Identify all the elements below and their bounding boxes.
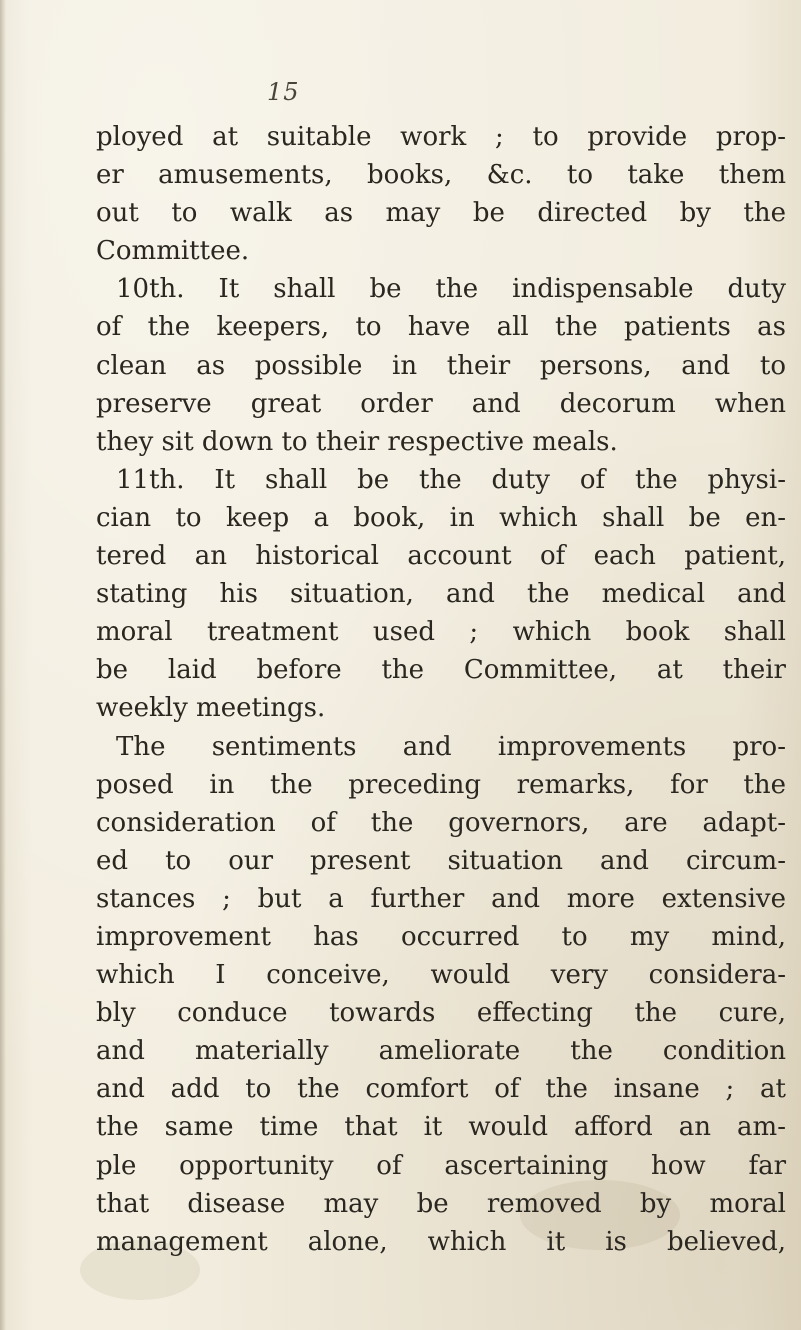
text-line: tered an historical account of each patient,: [96, 541, 786, 572]
page-gutter-shadow: [0, 0, 6, 1330]
text-line: er amusements, books, &c. to take them: [96, 160, 786, 191]
text-line: ed to our present situation and circum-: [96, 845, 786, 876]
text-line: preserve great order and decorum when: [96, 388, 786, 419]
text-line: moral treatment used ; which book shall: [96, 617, 786, 648]
text-line: cian to keep a book, in which shall be en-: [96, 502, 786, 533]
text-line: stating his situation, and the medical and: [96, 579, 786, 610]
text-line: management alone, which it is believed,: [96, 1226, 786, 1257]
page-number: 15: [267, 78, 300, 106]
text-line: 11th. It shall be the duty of the physi-: [116, 464, 786, 495]
text-line: clean as possible in their persons, and to: [96, 350, 786, 381]
text-line: improvement has occurred to my mind,: [96, 921, 786, 952]
text-line: posed in the preceding remarks, for the: [96, 769, 786, 800]
text-line: Committee.: [96, 236, 250, 267]
text-line: and materially ameliorate the condition: [96, 1036, 786, 1067]
text-line: that disease may be removed by moral: [96, 1188, 786, 1219]
text-line: stances ; but a further and more extensive: [96, 883, 786, 914]
text-line: be laid before the Committee, at their: [96, 655, 786, 686]
text-line: bly conduce towards effecting the cure,: [96, 998, 786, 1029]
text-line: they sit down to their respective meals.: [96, 426, 618, 457]
text-line: ployed at suitable work ; to provide prop-: [96, 122, 786, 152]
text-line: and add to the comfort of the insane ; at: [96, 1074, 786, 1105]
text-line: 10th. It shall be the indispensable duty: [116, 274, 786, 305]
text-line: out to walk as may be directed by the: [96, 198, 786, 229]
text-line: which I conceive, would very considera-: [96, 960, 786, 991]
text-line: the same time that it would afford an am-: [96, 1112, 786, 1143]
text-line: The sentiments and improvements pro-: [116, 731, 786, 762]
text-line: ple opportunity of ascertaining how far: [96, 1150, 786, 1181]
text-line: of the keepers, to have all the patients as: [96, 312, 786, 343]
body-text: [96, 118, 796, 1261]
text-line: consideration of the governors, are adapt-: [96, 807, 786, 838]
text-line: weekly meetings.: [96, 693, 326, 724]
